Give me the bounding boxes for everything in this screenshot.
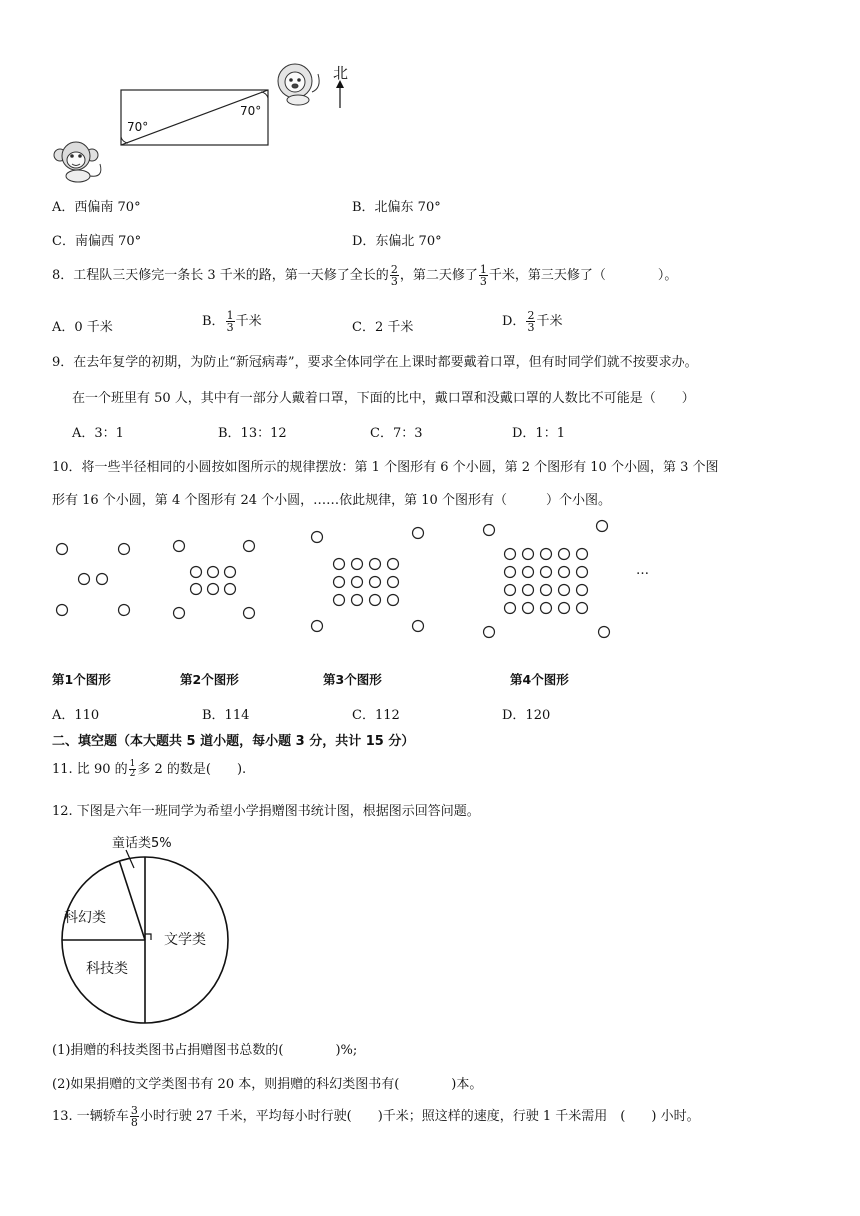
q8-option-a: A．0 千米 — [52, 320, 113, 335]
q8-text-2: ，第二天修了 — [399, 268, 478, 283]
q9-option-a: A．3：1 — [72, 426, 124, 441]
right-angle-marker — [145, 934, 151, 940]
q8-option-c: C．2 千米 — [352, 320, 414, 335]
q10-line-1: 10．将一些半径相同的小圆按如图所示的规律摆放：第 1 个图形有 6 个小圆，第 2 个图形有 10 个小圆，第 3 个图 — [52, 460, 719, 475]
q8-option-b-prefix: B． — [202, 314, 225, 329]
pie-label-literature: 文学类 — [164, 932, 206, 948]
q8-text-1: 8．工程队三天修完一条长 3 千米的路，第一天修了全长的 — [52, 268, 389, 283]
q8-fraction-2-den: 3 — [479, 275, 487, 288]
q7-option-d: D．东偏北 70° — [352, 234, 442, 249]
figure-caption-2: 第2个图形 — [180, 672, 239, 687]
q7-option-b: B．北偏东 70° — [352, 200, 441, 215]
figure-caption-4: 第4个图形 — [510, 672, 569, 687]
q11-den: 2 — [129, 769, 136, 779]
q13-prefix: 13. 一辆轿车 — [52, 1109, 129, 1124]
angle-label-right: 70° — [240, 104, 262, 118]
q8-option-b-num: 1 — [226, 309, 234, 322]
q9-option-b: B．13：12 — [218, 426, 287, 441]
q8-text-3: 千米，第三天修了（ ）。 — [488, 268, 678, 283]
section-2-heading: 二、填空题（本大题共 5 道小题，每小题 3 分，共计 15 分） — [52, 734, 415, 749]
q12-sub-1: (1)捐赠的科技类图书占捐赠图书总数的( )%; — [52, 1043, 358, 1058]
pie-slice-fairytale-edge — [119, 861, 145, 940]
q9-line-1: 9．在去年复学的初期，为防止“新冠病毒”，要求全体同学在上课时都要戴着口罩，但有时同学们就不按要求办。 — [52, 355, 698, 370]
q10-option-a: A．110 — [52, 708, 100, 723]
q9-option-c: C．7：3 — [370, 426, 423, 441]
q11-prefix: 11. 比 90 的 — [52, 762, 128, 777]
angle-label-left: 70° — [127, 120, 149, 134]
q10-option-c: C．112 — [352, 708, 400, 723]
pie-label-technology: 科技类 — [86, 961, 128, 977]
q13-den: 8 — [130, 1116, 138, 1129]
q12-sub-2: (2)如果捐赠的文学类图书有 20 本，则捐赠的科幻类图书有( )本。 — [52, 1077, 483, 1092]
figure-caption-1: 第1个图形 — [52, 672, 111, 687]
q8-option-d-den: 3 — [527, 321, 535, 334]
figure-caption-3: 第3个图形 — [323, 672, 382, 687]
q13-suffix: 小时行驶 27 千米，平均每小时行驶( )千米；照这样的速度，行驶 1 千米需用 ( ) 小时。 — [139, 1109, 700, 1124]
q11-suffix: 多 2 的数是( ). — [137, 762, 247, 777]
q13-question — [52, 1102, 700, 1132]
q8-option-b-suffix: 千米 — [235, 314, 262, 329]
q8-fraction-2-num: 1 — [479, 263, 487, 276]
pie-label-scifi: 科幻类 — [64, 910, 106, 926]
q7-option-a: A．西偏南 70° — [52, 200, 141, 215]
q12-intro: 12. 下图是六年一班同学为希望小学捐赠图书统计图，根据图示回答问题。 — [52, 804, 480, 819]
q9-line-2: 在一个班里有 50 人，其中有一部分人戴着口罩，下面的比中，戴口罩和没戴口罩的人数比不可能是（ ） — [72, 391, 695, 406]
pie-label-fairytale: 童话类5% — [112, 836, 172, 851]
q8-fraction-1-num: 2 — [390, 263, 398, 276]
q10-line-2: 形有 16 个小圆，第 4 个图形有 24 个小圆，……依此规律，第 10 个图形有（ ）个小图。 — [52, 493, 611, 508]
q9-option-d: D．1：1 — [512, 426, 565, 441]
q8-option-d-suffix: 千米 — [536, 314, 563, 329]
q10-option-b: B．114 — [202, 708, 250, 723]
q8-option-b-den: 3 — [226, 321, 234, 334]
q8-option-d-num: 2 — [527, 309, 535, 322]
q7-option-c: C．南偏西 70° — [52, 234, 142, 249]
q13-fraction — [130, 1105, 139, 1128]
q10-option-d: D．120 — [502, 708, 551, 723]
north-label: 北 — [333, 64, 349, 82]
q11-num: 1 — [129, 759, 136, 769]
q8-fraction-1-den: 3 — [390, 275, 398, 288]
q8-option-d-prefix: D． — [502, 314, 526, 329]
q13-num: 3 — [130, 1104, 138, 1117]
pattern-ellipsis: … — [636, 563, 649, 578]
